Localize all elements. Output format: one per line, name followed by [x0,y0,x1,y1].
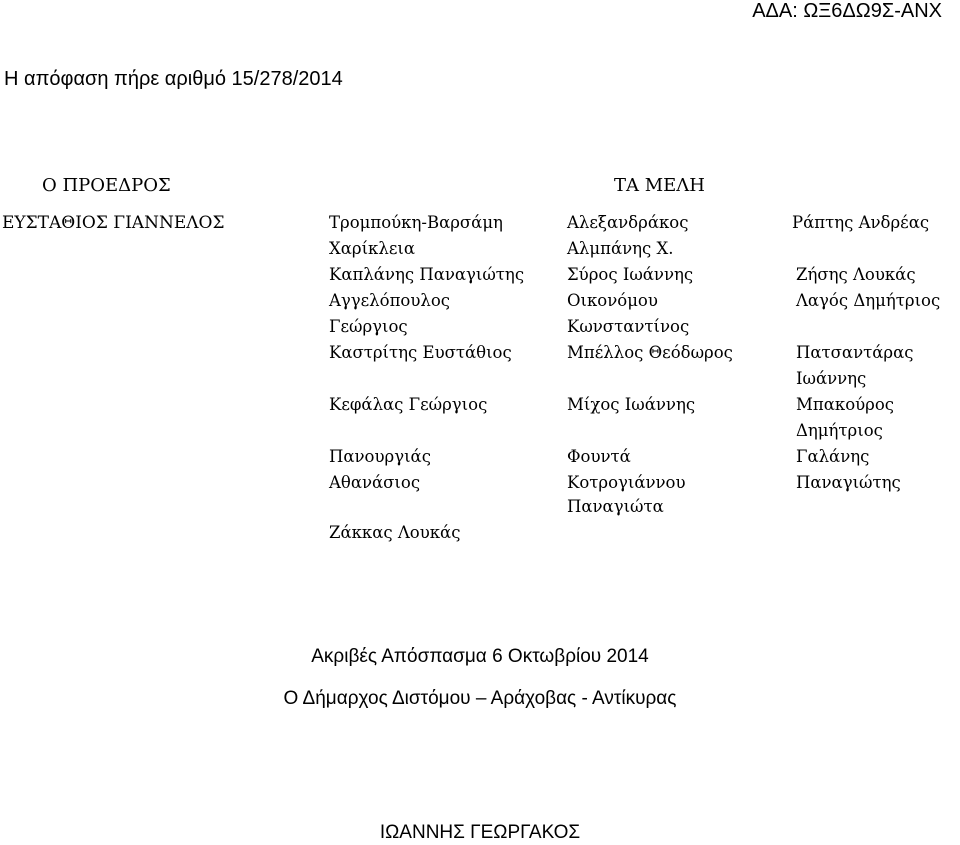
member-entry: Σύρος Ιωάννης [567,265,694,284]
member-entry: Ράπτης Ανδρέας [792,213,930,232]
member-entry: Αγγελόπουλος [329,291,451,310]
member-entry: Τρομπούκη-Βαρσάμη [329,213,503,232]
member-entry: Αθανάσιος [329,473,421,492]
member-entry: Γαλάνης [796,447,870,466]
member-entry: Παναγιώτα [567,497,664,516]
member-entry: Κοτρογιάννου [567,473,686,492]
member-entry: Καπλάνης Παναγιώτης [329,265,525,284]
member-entry: Πατσαντάρας [796,343,914,362]
member-entry: Γεώργιος [329,317,408,336]
president-name: ΕΥΣΤΑΘΙΟΣ ΓΙΑΝΝΕΛΟΣ [2,213,225,233]
member-entry: Πανουργιάς [329,447,431,466]
member-entry: Μίχος Ιωάννης [567,395,696,414]
member-entry: Αλμπάνης Χ. [567,239,674,258]
mayor-name: ΙΩΑΝΝΗΣ ΓΕΩΡΓΑΚΟΣ [379,822,581,843]
decision-number: Η απόφαση πήρε αριθμό 15/278/2014 [4,68,343,90]
member-entry: Δημήτριος [796,421,883,440]
member-entry: Κεφάλας Γεώργιος [329,395,488,414]
member-entry: Μπέλλος Θεόδωρος [567,343,733,362]
member-entry: Παναγιώτης [796,473,901,492]
member-entry: Οικονόμου [567,291,658,310]
member-entry: Ζήσης Λουκάς [796,265,916,284]
mayor-title: Ο Δήμαρχος Διστόμου – Αράχοβας - Αντίκυρας [283,688,677,709]
member-entry: Ιωάννης [796,369,867,388]
member-entry: Χαρίκλεια [329,239,415,258]
member-entry: Φουντά [567,447,631,466]
members-title: ΤΑ ΜΕΛΗ [614,175,705,196]
member-entry: Καστρίτης Ευστάθιος [329,343,512,362]
member-entry: Μπακούρος [796,395,895,414]
ada-code: ΑΔΑ: ΩΞ6ΔΩ9Σ-ΑΝΧ [752,0,942,22]
president-title: Ο ΠΡΟΕΔΡΟΣ [42,175,171,196]
member-entry: Κωνσταντίνος [567,317,690,336]
member-entry: Λαγός Δημήτριος [796,291,941,310]
member-entry: Αλεξανδράκος [567,213,689,232]
member-entry: Ζάκκας Λουκάς [329,523,461,542]
extract-date: Ακριβές Απόσπασμα 6 Οκτωβρίου 2014 [311,646,649,667]
